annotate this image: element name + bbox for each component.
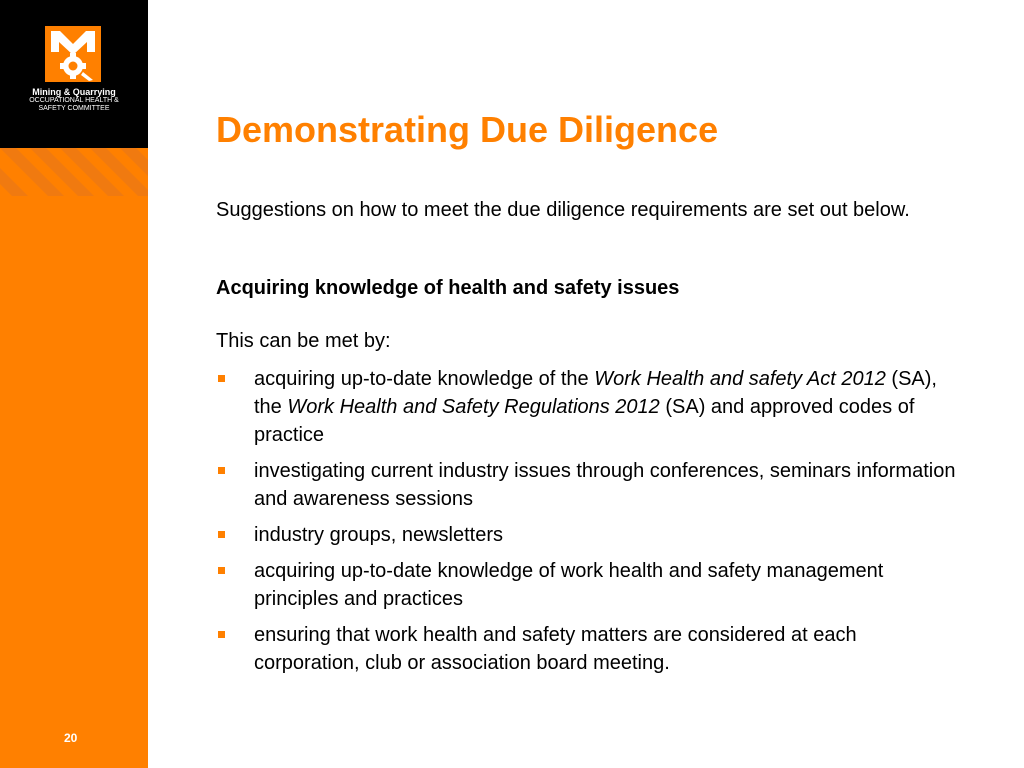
list-item-text: (SA) and approved codes of practice xyxy=(254,396,915,446)
logo-panel xyxy=(0,0,148,148)
list-item xyxy=(216,557,956,613)
intro-paragraph: Suggestions on how to meet the due diligence requirements are set out below. xyxy=(216,199,910,221)
sidebar xyxy=(0,0,148,768)
list-item-text: acquiring up-to-date knowledge of work health and safety management principles and practices xyxy=(254,560,884,610)
section-subheading: Acquiring knowledge of health and safety issues xyxy=(216,277,680,299)
organisation-name-line1: Mining & Quarrying xyxy=(32,87,116,97)
list-item-text: acquiring up-to-date knowledge of the xyxy=(254,368,595,390)
bullet-square-icon xyxy=(218,467,225,474)
mq-gear-logo-icon xyxy=(45,26,101,82)
bullet-square-icon xyxy=(218,375,225,382)
bullet-square-icon xyxy=(218,567,225,574)
page-number: 20 xyxy=(64,731,78,745)
list-item xyxy=(216,621,956,677)
slide-title: Demonstrating Due Diligence xyxy=(216,109,719,150)
bullet-list xyxy=(216,365,956,685)
list-item xyxy=(216,521,956,549)
list-item-text: (SA), the xyxy=(254,368,937,418)
lead-text: This can be met by: xyxy=(216,330,391,352)
list-item-text: ensuring that work health and safety matters are considered at each corporation, club or association board meeting. xyxy=(254,624,857,674)
bullet-square-icon xyxy=(218,631,225,638)
list-item xyxy=(216,457,956,513)
list-item-text: industry groups, newsletters xyxy=(254,524,504,546)
organisation-name-line3: SAFETY COMMITTEE xyxy=(38,104,110,112)
list-item-text: investigating current industry issues through conferences, seminars information and awareness sessions xyxy=(254,460,956,510)
list-item xyxy=(216,365,956,449)
organisation-name-line2: OCCUPATIONAL HEALTH & xyxy=(29,97,119,105)
act-title: Work Health and safety Act 2012 xyxy=(594,368,886,390)
bullet-square-icon xyxy=(218,531,225,538)
organisation-name xyxy=(0,88,148,112)
regulations-title: Work Health and Safety Regulations 2012 xyxy=(287,396,660,418)
decorative-stripes xyxy=(0,148,148,196)
